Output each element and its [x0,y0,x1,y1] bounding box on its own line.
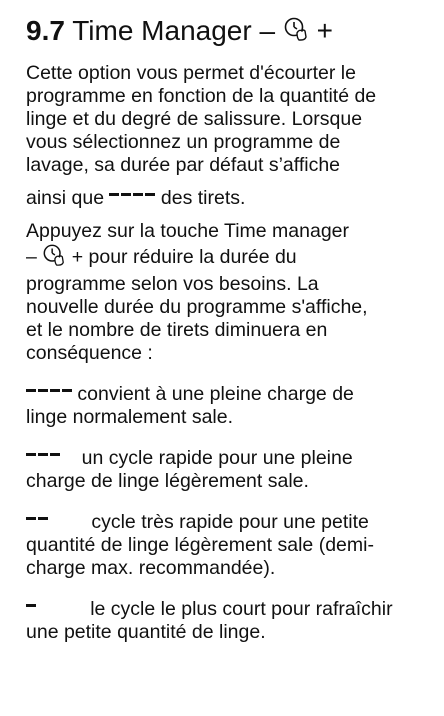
level-text: un cycle rapide pour une pleine [81,446,353,469]
section-title: Time Manager [72,15,252,46]
intro-line: des tirets. [160,186,246,209]
instructions-line: pour réduire la durée du [88,245,297,268]
minus-symbol: – [259,15,276,46]
dash-indicator-icon [109,193,155,196]
timer-hand-icon [42,243,66,273]
plus-symbol: + [316,15,333,46]
intro-line: vous sélectionnez un programme de [26,130,341,153]
level-text: charge de linge légèrement sale. [26,469,309,492]
level-text: une petite quantité de linge. [26,620,266,643]
instructions-line: programme selon vos besoins. La [26,272,319,295]
level-item [26,383,438,429]
intro-dashes-line [26,187,438,210]
dash-indicator-icon [26,517,48,520]
level-text: le cycle le plus court pour rafraîchir [90,597,393,620]
section-number: 9.7 [26,15,65,46]
intro-line: ainsi que [26,186,105,209]
intro-line: Cette option vous permet d'écourter le [26,61,356,84]
level-item [26,511,438,580]
instructions-line: nouvelle durée du programme s'affiche, [26,295,368,318]
instructions-line: Appuyez sur la touche Time manager [26,219,350,242]
level-text: cycle très rapide pour une petite [91,510,369,533]
level-item [26,598,438,644]
level-text: charge max. recommandée). [26,556,276,579]
plus-symbol: + [71,245,84,268]
level-item [26,447,438,493]
intro-line: lavage, sa durée par défaut s’affiche [26,153,341,176]
intro-line: programme en fonction de la quantité de [26,84,377,107]
minus-symbol: – [26,245,37,268]
instructions-line: conséquence : [26,341,153,364]
level-text: convient à une pleine charge de [77,382,354,405]
level-text: linge normalement sale. [26,405,234,428]
document-page [26,14,438,644]
instructions-paragraph [26,220,438,365]
dash-indicator-icon [26,389,72,392]
dash-indicator-icon [26,604,36,607]
instructions-line: et le nombre de tirets diminuera en [26,318,328,341]
level-text: quantité de linge légèrement sale (demi- [26,533,374,556]
section-heading [26,14,438,50]
intro-line: linge et du degré de salissure. Lorsque [26,107,363,130]
intro-paragraph [26,62,438,177]
timer-hand-icon [283,16,309,50]
dash-indicator-icon [26,453,60,456]
